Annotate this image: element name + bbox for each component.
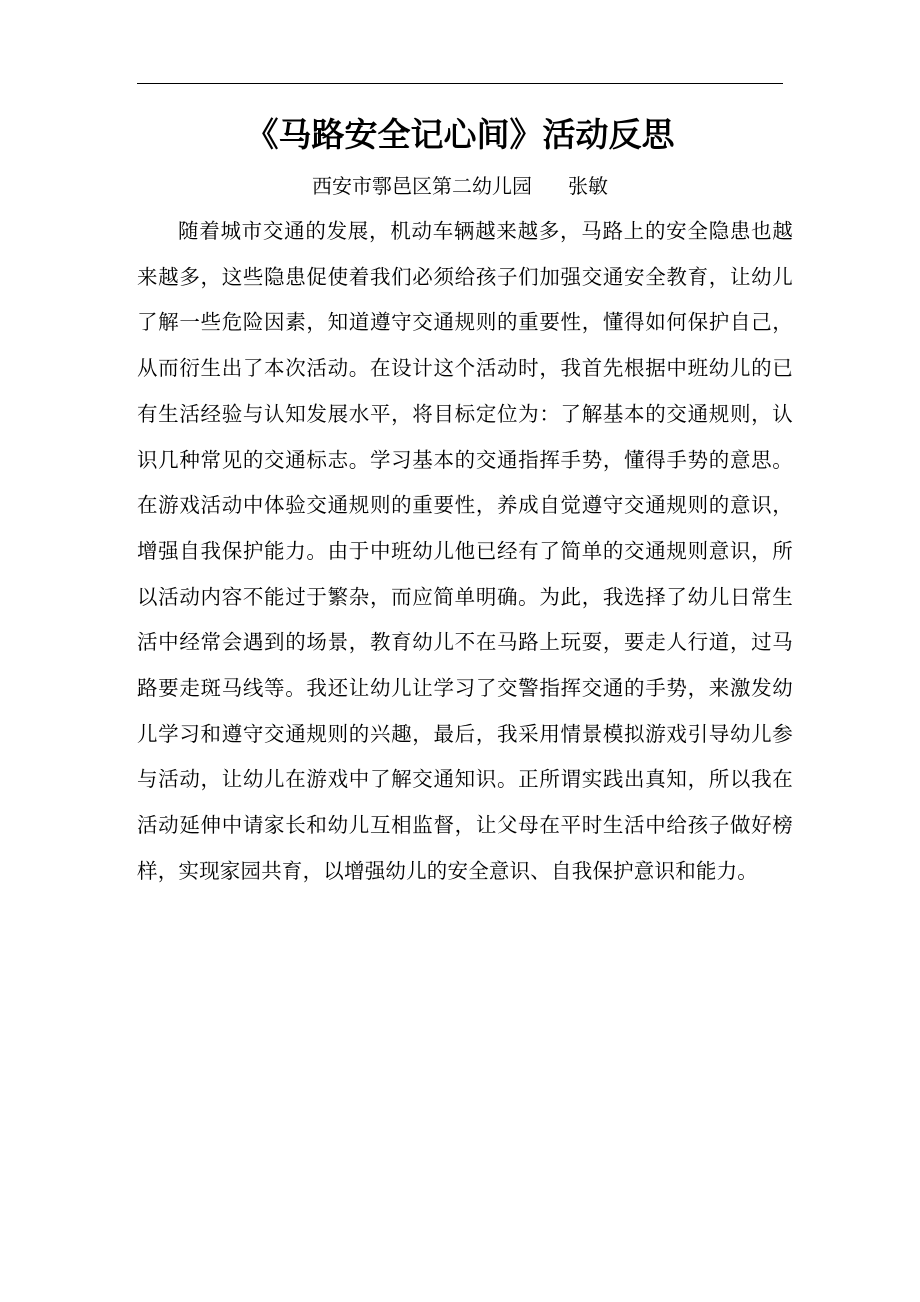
header-rule — [137, 83, 783, 84]
school-name: 西安市鄠邑区第二幼儿园 — [312, 174, 532, 198]
author-name: 张敏 — [568, 174, 608, 198]
byline — [137, 170, 783, 202]
body-paragraph: 随着城市交通的发展，机动车辆越来越多，马路上的安全隐患也越来越多，这些隐患促使着我们必须给孩子们加强交通安全教育，让幼儿了解一些危险因素，知道遵守交通规则的重要性，懂得如何保护自己，从而衍生出了本次活动。在设计这个活动时，我首先根据中班幼儿的已有生活经验与认知发展水平，将目标定位为：了解基本的交通规则，认识几种常见的交通标志。学习基本的交通指挥手势，懂得手势的意思。在游戏活动中体验交通规则的重要性，养成自觉遵守交通规则的意识，增强自我保护能力。由于中班幼儿他已经有了简单的交通规则意识，所以活动内容不能过于繁杂，而应简单明确。为此，我选择了幼儿日常生活中经常会遇到的场景，教育幼儿不在马路上玩耍，要走人行道，过马路要走斑马线等。我还让幼儿让学习了交警指挥交通的手势，来激发幼儿学习和遵守交通规则的兴趣，最后，我采用情景模拟游戏引导幼儿参与活动，让幼儿在游戏中了解交通知识。正所谓实践出真知，所以我在活动延伸中请家长和幼儿互相监督，让父母在平时生活中给孩子做好榜样，实现家园共育，以增强幼儿的安全意识、自我保护意识和能力。 — [137, 219, 793, 883]
document-title: 《马路安全记心间》活动反思 — [245, 115, 675, 154]
